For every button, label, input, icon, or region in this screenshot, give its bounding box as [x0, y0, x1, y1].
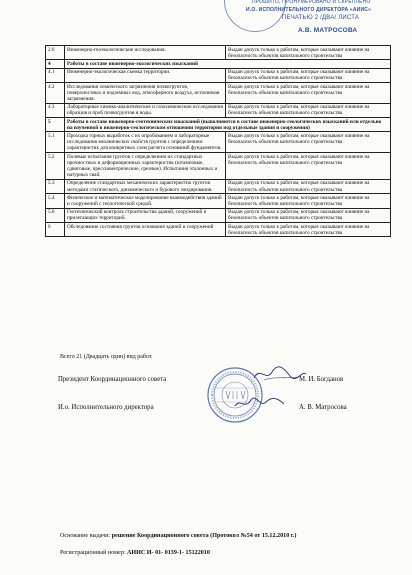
work-description: Инженерно-экологическая съемка территории. — [65, 68, 226, 82]
row-number: 5.6 — [46, 208, 65, 222]
row-number: 2.6 — [46, 46, 65, 60]
row-number: 5.1 — [46, 132, 65, 153]
permit-note: Выдан допуск только к работам, которые оказывают влияние на безопасность объектов капитального строительства — [226, 179, 391, 193]
organization-seal — [206, 366, 264, 424]
basis-value: решение Координационного совета (Протокол №54 от 15.12.2010 г.) — [111, 533, 297, 539]
stamp-line-2: И.О. ИСПОЛНИТЕЛЬНОГО ДИРЕКТОРА «АИИС» — [246, 7, 372, 13]
row-number: 5.3 — [46, 179, 65, 193]
row-number: 5.2 — [46, 153, 65, 180]
work-types-table — [45, 45, 391, 237]
table-row — [46, 208, 391, 222]
table-row — [46, 132, 391, 153]
permit-note: Выдан допуск только к работам, которые оказывают влияние на безопасность объектов капитального строительства — [226, 208, 391, 222]
table-row — [46, 179, 391, 193]
permit-note: Выдан допуск только к работам, которые оказывают влияние на безопасность объектов капитального строительства — [226, 46, 391, 60]
section-row — [46, 60, 391, 68]
row-number: 4.2 — [46, 83, 65, 104]
work-description: Полевые испытания грунтов с определением их стандартных прочностных и деформационных характеристик (штамповые, сдвиговые, прессиометрические, срезные). Испытания эталонных и натурных свай. — [65, 153, 226, 180]
work-description: Геотехнический контроль строительства зданий, сооружений и прилегающих территорий. — [65, 208, 226, 222]
table-row — [46, 194, 391, 208]
permit-note: Выдан допуск только к работам, которые оказывают влияние на безопасность объектов капитального строительства — [226, 223, 391, 237]
permit-note: Выдан допуск только к работам, которые оказывают влияние на безопасность объектов капитального строительства — [226, 153, 391, 180]
row-number: 4 — [46, 60, 65, 68]
issuance-basis — [60, 533, 296, 539]
work-description: Определение стандартных механических характеристик грунтов методами статического, динамического и бурового зондирования. — [65, 179, 226, 193]
row-number: 4.1 — [46, 68, 65, 82]
row-number: 4.3 — [46, 103, 65, 117]
row-number: 5 — [46, 118, 65, 132]
president-title: Президент Координационного совета — [58, 376, 167, 383]
table-row — [46, 83, 391, 104]
permit-note: Выдан допуск только к работам, которые оказывают влияние на безопасность объектов капитального строительства — [226, 132, 391, 153]
table-row — [46, 223, 391, 237]
director-name: А. В. Матросова — [299, 404, 347, 411]
reg-value: АИИС И- 01- 0139-1- 15122010 — [126, 550, 210, 556]
permit-note: Выдан допуск только к работам, которые оказывают влияние на безопасность объектов капитального строительства — [226, 68, 391, 82]
director-title: И.о. Исполнительного директора — [58, 404, 154, 411]
table-row — [46, 103, 391, 117]
work-description: Инженерно-геоэкологические исследования. — [65, 46, 226, 60]
registration-number — [60, 550, 210, 556]
work-description: Физическое и математическое моделирование взаимодействия зданий и сооружений с геологической средой. — [65, 194, 226, 208]
permit-note: Выдан допуск только к работам, которые оказывают влияние на безопасность объектов капитального строительства — [226, 194, 391, 208]
table-row — [46, 68, 391, 82]
stamp-line-4: А.В. МАТРОСОВА — [298, 27, 358, 34]
work-description: Проходка горных выработок с их опробованием и лабораторные исследования механических свойств грунтов с определением характеристик для конкретных схем расчета оснований фундаментов. — [65, 132, 226, 153]
permit-note: Выдан допуск только к работам, которые оказывают влияние на безопасность объектов капитального строительства — [226, 83, 391, 104]
section-title: Работы в составе инженерно-геотехнических изысканий (выполняются в составе инженерно-геологических изысканий или отдельно на изученной в инженерно-геологическом отношении территории под отдельные здания и сооружения) — [65, 118, 391, 132]
president-name: М. И. Богданов — [299, 376, 344, 383]
row-number: 5.4 — [46, 194, 65, 208]
work-description: Обследование состояния грунтов основания зданий и сооружений — [65, 223, 226, 237]
binding-stamp — [238, 0, 412, 44]
section-title: Работы в составе инженерно-экологических изысканий — [65, 60, 391, 68]
work-description: Лабораторные химико-аналитические и газохимические исследования образцов и проб почвогрунтов и воды. — [65, 103, 226, 117]
stamp-line-1: ПРОШИТО, ПРОНУМЕРОВАНО И СКРЕПЛЕНО — [252, 0, 371, 5]
total-works: Всего 21 (Двадцать один) вид работ. — [60, 354, 153, 360]
section-row — [46, 118, 391, 132]
work-description: Исследования химического загрязнения почвогрунтов, поверхностных и подземных вод, атмосферного воздуха, источников загрязнения. — [65, 83, 226, 104]
row-number: 6 — [46, 223, 65, 237]
permit-note: Выдан допуск только к работам, которые оказывают влияние на безопасность объектов капитального строительства — [226, 103, 391, 117]
stamp-line-3: ПЕЧАТЬЮ 2 /ДВА/ ЛИСТА — [282, 15, 360, 21]
table-row — [46, 153, 391, 180]
reg-label: Регистрационный номер: — [60, 550, 126, 556]
table-row — [46, 46, 391, 60]
basis-label: Основание выдачи: — [60, 533, 111, 539]
